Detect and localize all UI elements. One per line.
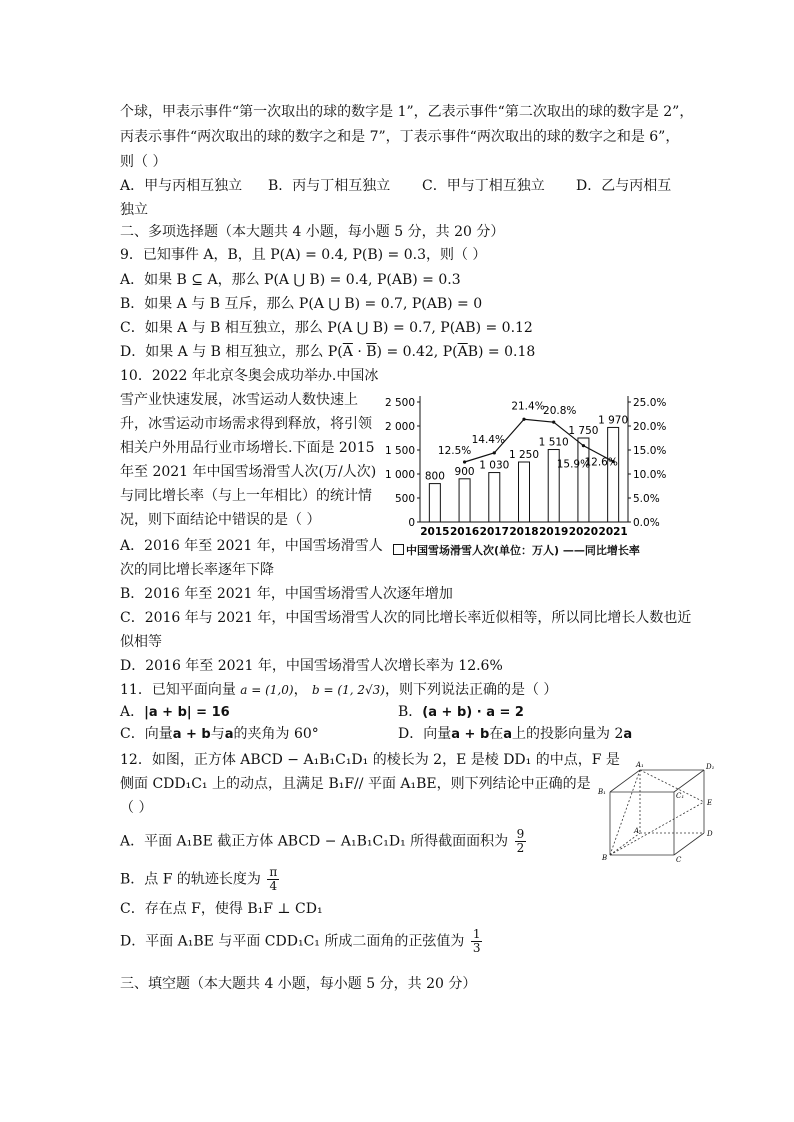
q12-b-numerator: π: [269, 865, 278, 879]
edge-be: [610, 802, 704, 855]
q11-a-label: A．: [120, 704, 145, 720]
x-tick-label-2018: 2018: [509, 526, 539, 538]
x-tick-label-2016: 2016: [449, 526, 480, 538]
x-tick-label-2017: 2017: [479, 526, 509, 538]
q9-d-pre: D．如果 A 与 B 相互独立，那么 P(: [120, 344, 343, 360]
q12-d-fraction: [471, 928, 483, 955]
bar-2021: [608, 427, 619, 522]
cube-diagram: [592, 760, 722, 868]
x-tick-label-2020: 2020: [568, 526, 599, 538]
q9-d-bbar: $\overline{B}$: [366, 344, 377, 360]
x-tick-label-2021: 2021: [598, 526, 628, 538]
q12-a-pre: A．平面 A₁BE 截正方体 ABCD − A₁B₁C₁D₁ 所得截面面积为: [120, 833, 509, 850]
q11-sep: ，: [293, 682, 308, 698]
q10-option-a-line-1: A．2016 年至 2021 年，中国雪场滑雪人: [120, 538, 383, 554]
right-tick-label: 0.0%: [633, 517, 660, 529]
growth-point-2017: [493, 451, 496, 454]
right-tick-label: 20.0%: [633, 421, 667, 433]
x-tick-label-2015: 2015: [420, 526, 450, 538]
bar-label-2017: 1 030: [479, 459, 510, 472]
q10-line-2: 雪产业快速发展，冰雪运动人数快速上: [120, 392, 358, 408]
left-tick-label: 2 500: [384, 397, 415, 409]
q10-line-4: 相关户外用品行业市场增长.下面是 2015: [120, 440, 375, 456]
edge-a1e: [640, 770, 704, 802]
label-d: D: [707, 830, 713, 838]
edge-ba: [610, 833, 640, 855]
q12-line-1: 12．如图，正方体 ABCD − A₁B₁C₁D₁ 的棱长为 2，E 是棱 DD₁ 的中点，F 是: [120, 752, 620, 768]
bar-2015: [429, 484, 440, 522]
growth-label-2018: 21.4%: [511, 400, 545, 413]
q12-line-3: （ ）: [120, 800, 153, 816]
bar-label-2021: 1 970: [598, 414, 629, 427]
chart-legend: [393, 542, 640, 558]
q9-d-end: B) = 0.18: [467, 344, 536, 360]
q10-line-6: 与同比增长率（与上一年相比）的统计情: [120, 488, 372, 504]
q11-option-d: [398, 724, 632, 745]
right-tick-label: 15.0%: [633, 445, 667, 457]
growth-point-2018: [522, 418, 525, 421]
label-d1: D₁: [706, 763, 715, 771]
ski-visits-chart: [378, 386, 668, 561]
q12-d-denominator: 3: [472, 941, 481, 955]
section-2-heading: 二、多项选择题（本大题共 4 小题，每小题 5 分，共 20 分）: [120, 224, 505, 240]
q9-option-a: A．如果 B ⊆ A，那么 P(A ⋃ B) = 0.4, P(AB) = 0.3: [120, 272, 461, 288]
q11-b-expr: (a + b) · a = 2: [422, 705, 524, 720]
q12-option-c: C．存在点 F，使得 B₁F ⊥ CD₁: [120, 901, 323, 917]
q10-option-a-line-2: 次的同比增长率逐年下降: [120, 562, 274, 578]
q8-option-c: C．甲与丁相互独立: [422, 178, 545, 194]
q11-option-b: [398, 702, 524, 723]
intro-line-3: 则（ ）: [120, 154, 167, 170]
growth-label-2020: 15.9%: [556, 458, 591, 471]
q8-option-d: D．乙与丙相互: [576, 178, 672, 194]
legend-bar-label: 中国雪场滑雪人次(单位：万人): [406, 544, 560, 557]
q9-option-d: [120, 342, 535, 362]
q11-option-a: [120, 702, 230, 723]
q9-d-abar: $\overline{A}$: [342, 344, 353, 360]
label-b1: B₁: [598, 788, 606, 796]
q10-option-b: B．2016 年至 2021 年，中国雪场滑雪人次逐年增加: [120, 586, 453, 602]
q11-c-expr: a + b: [172, 727, 211, 742]
q11-d-post: 上的投影向量为 2: [512, 726, 624, 742]
right-tick-label: 5.0%: [633, 493, 660, 505]
edge-c1d1: [674, 770, 704, 792]
bar-label-2015: 800: [424, 470, 445, 483]
edge-b1a1: [610, 770, 640, 792]
q11-b-label: B．: [398, 704, 423, 720]
left-tick-label: 500: [394, 493, 415, 505]
x-tick-label-2019: 2019: [539, 526, 569, 538]
intro-line-2: 丙表示事件“两次取出的球的数字之和是 7”，丁表示事件“两次取出的球的数字之和是 6”，: [120, 129, 680, 145]
growth-point-2020: [582, 444, 585, 447]
bar-label-2020: 1 750: [568, 425, 599, 437]
q11-vec-a: a = (1,0): [240, 683, 294, 697]
q10-line-5: 年至 2021 年中国雪场滑雪人次(万/人次): [120, 464, 377, 480]
q12-b-fraction: [267, 866, 279, 893]
q11-c-mid: 与: [210, 726, 225, 742]
q11-option-c: [120, 724, 319, 745]
q10-option-c-line-1: C．2016 年与 2021 年，中国雪场滑雪人次的同比增长率近似相等，所以同比增长人数也近: [120, 610, 692, 626]
q12-a-fraction: [515, 828, 527, 855]
left-tick-label: 2 000: [384, 421, 415, 433]
label-a1: A₁: [636, 761, 644, 769]
q11-c-pre: C．向量: [120, 726, 173, 742]
bar-2017: [489, 473, 500, 522]
bar-2018: [519, 462, 530, 522]
q10-line-7: 况，则下面结论中错误的是（ ）: [120, 512, 321, 528]
q8-option-a: A．甲与丙相互独立: [120, 178, 243, 194]
q9-option-c: C．如果 A 与 B 相互独立，那么 P(A ⋃ B) = 0.7, P(AB) = 0.12: [120, 320, 533, 336]
edge-a1b: [610, 770, 640, 855]
right-tick-label: 25.0%: [633, 397, 667, 409]
q11-stem-pre: 11．已知平面向量: [120, 682, 236, 698]
q9-d-mid2: ) = 0.42, P(: [376, 344, 458, 360]
q10-option-c-line-2: 似相等: [120, 634, 162, 650]
right-tick-label: 10.0%: [633, 469, 667, 481]
bar-label-2019: 1 510: [538, 436, 569, 449]
q11-a-expr: |a + b| = 16: [144, 705, 230, 720]
q11-d-expr: a + b: [451, 727, 490, 742]
q8-option-d-continued: 独立: [120, 202, 148, 218]
growth-label-2017: 14.4%: [471, 433, 505, 446]
q11-stem-post: ，则下列说法正确的是（ ）: [384, 682, 558, 698]
bar-label-2018: 1 250: [508, 449, 540, 461]
legend-line-label: ——同比增长率: [562, 544, 640, 557]
q9-stem: 9．已知事件 A，B，且 P(A) = 0.4, P(B) = 0.3，则（ ）: [120, 247, 487, 263]
bar-2016: [459, 479, 470, 522]
q8-option-b: B．丙与丁相互独立: [268, 178, 391, 194]
growth-label-2021: 12.6%: [584, 456, 618, 469]
label-e: E: [707, 799, 713, 807]
label-b: B: [602, 854, 608, 862]
q11-stem: [120, 680, 557, 700]
growth-point-2019: [552, 421, 555, 424]
q11-d-mid: 在: [489, 726, 504, 742]
growth-label-2016: 12.5%: [437, 445, 472, 457]
q10-option-d: D．2016 年至 2021 年，中国雪场滑雪人次增长率为 12.6%: [120, 658, 503, 674]
q12-b-denominator: 4: [269, 879, 278, 893]
q12-a-denominator: 2: [516, 841, 525, 855]
bar-label-2016: 900: [454, 465, 475, 478]
left-tick-label: 1 000: [384, 469, 415, 481]
q11-c-post: 的夹角为 60°: [233, 726, 319, 742]
left-tick-label: 0: [408, 517, 415, 529]
label-a: A: [634, 827, 640, 835]
q12-option-a: [120, 828, 528, 855]
q9-d-mid: ·: [352, 344, 367, 360]
left-tick-label: 1 500: [384, 445, 415, 457]
section-3-heading: 三、填空题（本大题共 4 小题，每小题 5 分，共 20 分）: [120, 976, 477, 992]
label-c1: C₁: [676, 792, 685, 800]
intro-line-1: 个球，甲表示事件“第一次取出的球的数字是 1”，乙表示事件“第二次取出的球的数字是 2”，: [120, 104, 694, 120]
q11-d-vec: a: [503, 727, 513, 742]
q9-d-abar-2: $\overline{A}$: [457, 344, 468, 360]
q11-d-end: a: [623, 727, 633, 742]
q11-vec-b: b = (1, 2√3): [312, 683, 385, 697]
q10-line-1: 10．2022 年北京冬奥会成功举办.中国冰: [120, 368, 379, 384]
q12-d-numerator: 1: [472, 927, 481, 941]
q12-d-pre: D．平面 A₁BE 与平面 CDD₁C₁ 所成二面角的正弦值为: [120, 933, 465, 950]
q12-option-d: [120, 928, 484, 955]
q11-d-pre: D．向量: [398, 726, 452, 742]
q10-line-3: 升，冰雪运动市场需求得到释放，将引领: [120, 416, 372, 432]
q9-option-b: B．如果 A 与 B 互斥，那么 P(A ⋃ B) = 0.7, P(AB) = 0: [120, 296, 483, 312]
growth-point-2016: [463, 460, 466, 463]
growth-label-2019: 20.8%: [543, 405, 577, 418]
legend-bar-swatch: [393, 544, 404, 555]
edge-cd: [674, 833, 704, 855]
bar-2020: [578, 438, 589, 522]
q11-c-vec: a: [224, 727, 234, 742]
q12-line-2: 侧面 CDD₁C₁ 上的动点，且满足 B₁F// 平面 A₁BE，则下列结论中正确的是: [120, 776, 591, 792]
label-c: C: [676, 856, 682, 864]
q12-b-pre: B．点 F 的轨迹长度为: [120, 871, 261, 888]
q12-a-numerator: 9: [516, 827, 525, 841]
q12-option-b: [120, 866, 281, 893]
